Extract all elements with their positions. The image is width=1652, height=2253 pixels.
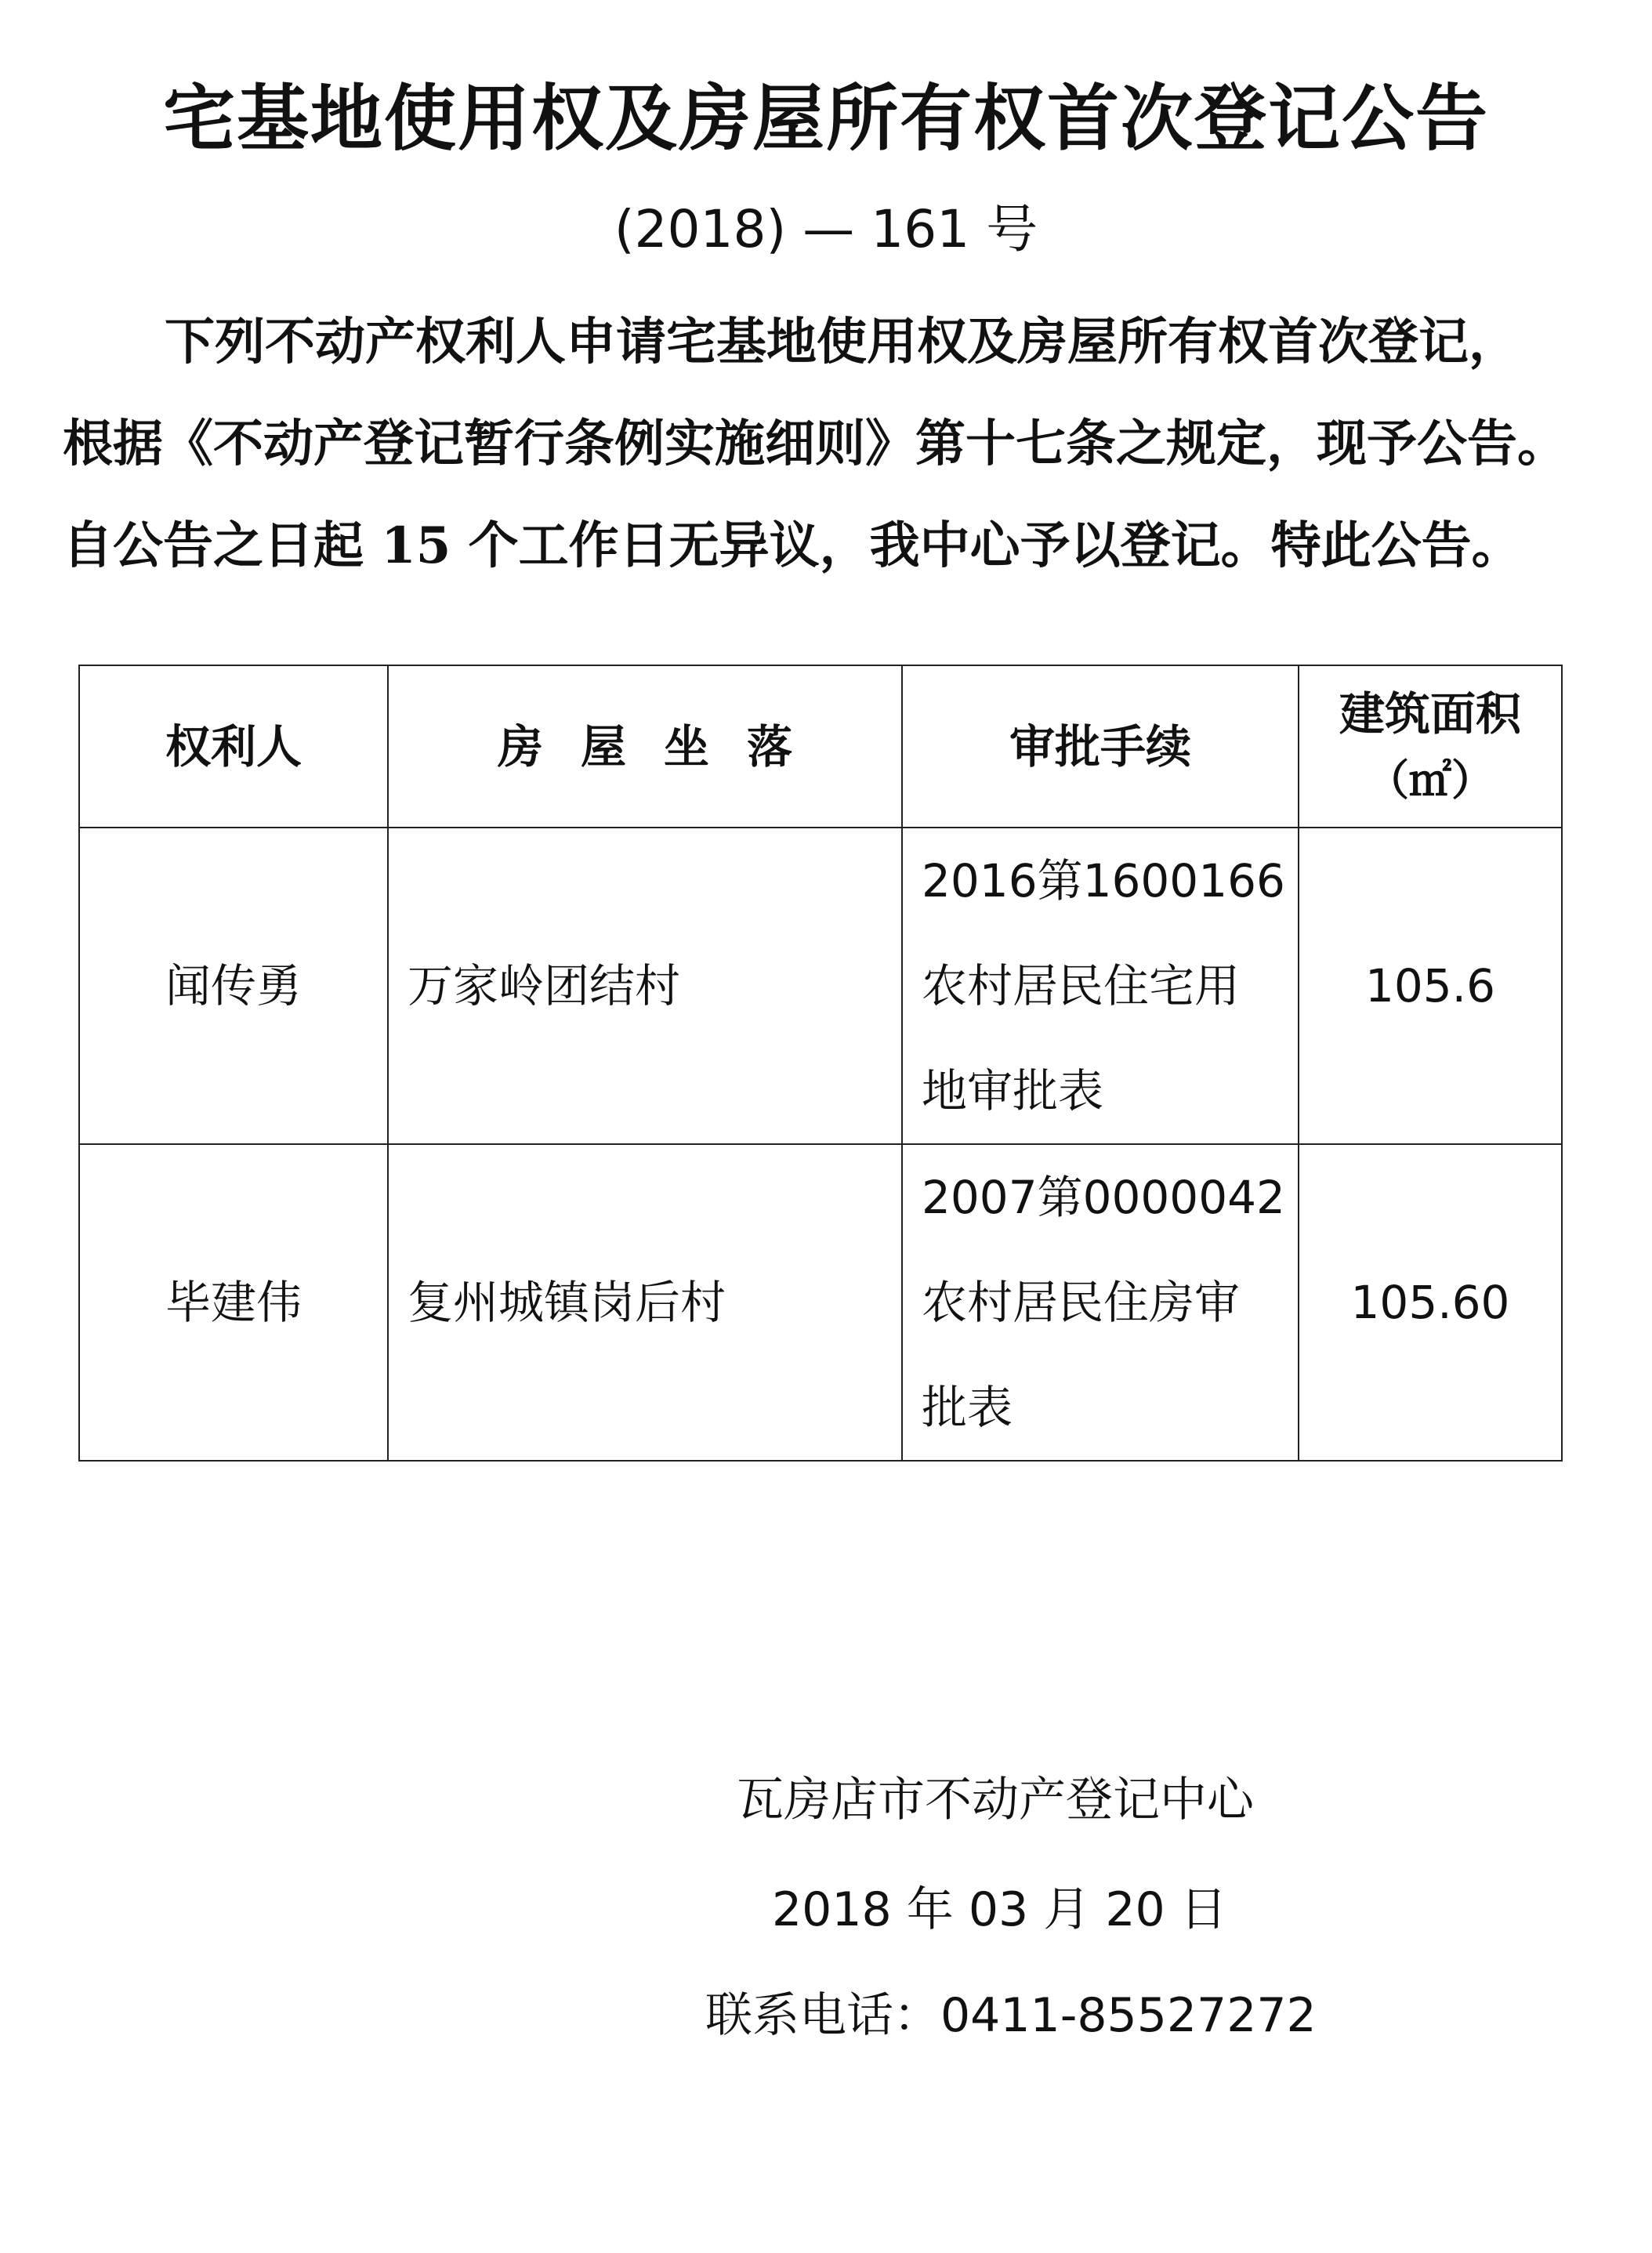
cell-approval: [902, 828, 1299, 1144]
approval-line: 农村居民住宅用: [922, 959, 1241, 1012]
notice-body-line-3: 自公告之日起 15 个工作日无异议，我中心予以登记。特此公告。: [63, 516, 1522, 575]
cell-approval: [902, 1144, 1299, 1461]
header-holder: 权利人: [79, 665, 388, 828]
notice-body-line-2: 根据《不动产登记暂行条例实施细则》第十七条之规定，现予公告。: [63, 415, 1567, 473]
approval-line: 2007第0000042: [922, 1171, 1285, 1224]
approval-line: 批表: [922, 1381, 1013, 1434]
approval-line: 农村居民住房审: [922, 1276, 1241, 1329]
notice-title: 宅基地使用权及房屋所有权首次登记公告: [162, 77, 1489, 161]
table-row: [79, 1144, 1562, 1461]
footer-date: 2018 年 03 月 20 日: [772, 1882, 1227, 1937]
header-area-label: 建筑面积: [1339, 686, 1521, 741]
footer-organization: 瓦房店市不动产登记中心: [737, 1773, 1254, 1827]
footer-phone: 联系电话：0411-85527272: [705, 1988, 1317, 2043]
cell-area: 105.60: [1299, 1144, 1562, 1461]
approval-line: 2016第1600166: [922, 854, 1285, 907]
cell-area: 105.6: [1299, 828, 1562, 1144]
table-header-row: [79, 665, 1562, 828]
header-location-label: 房屋坐落: [497, 719, 830, 773]
cell-location: 复州城镇岗后村: [388, 1144, 902, 1461]
cell-holder: 毕建伟: [79, 1144, 388, 1461]
header-location: [388, 665, 902, 828]
notice-body-line-1: 下列不动产权利人申请宅基地使用权及房屋所有权首次登记，: [165, 313, 1519, 371]
cell-holder: 闻传勇: [79, 828, 388, 1144]
registration-table-container: [78, 665, 1561, 1462]
approval-line: 地审批表: [922, 1064, 1104, 1117]
registration-table: [78, 665, 1563, 1462]
header-approval: 审批手续: [902, 665, 1299, 828]
cell-location: 万家岭团结村: [388, 828, 902, 1144]
notice-number: (2018) — 161 号: [614, 199, 1038, 259]
table-row: [79, 828, 1562, 1144]
header-area: [1299, 665, 1562, 828]
header-area-unit: （㎡）: [1367, 754, 1494, 805]
